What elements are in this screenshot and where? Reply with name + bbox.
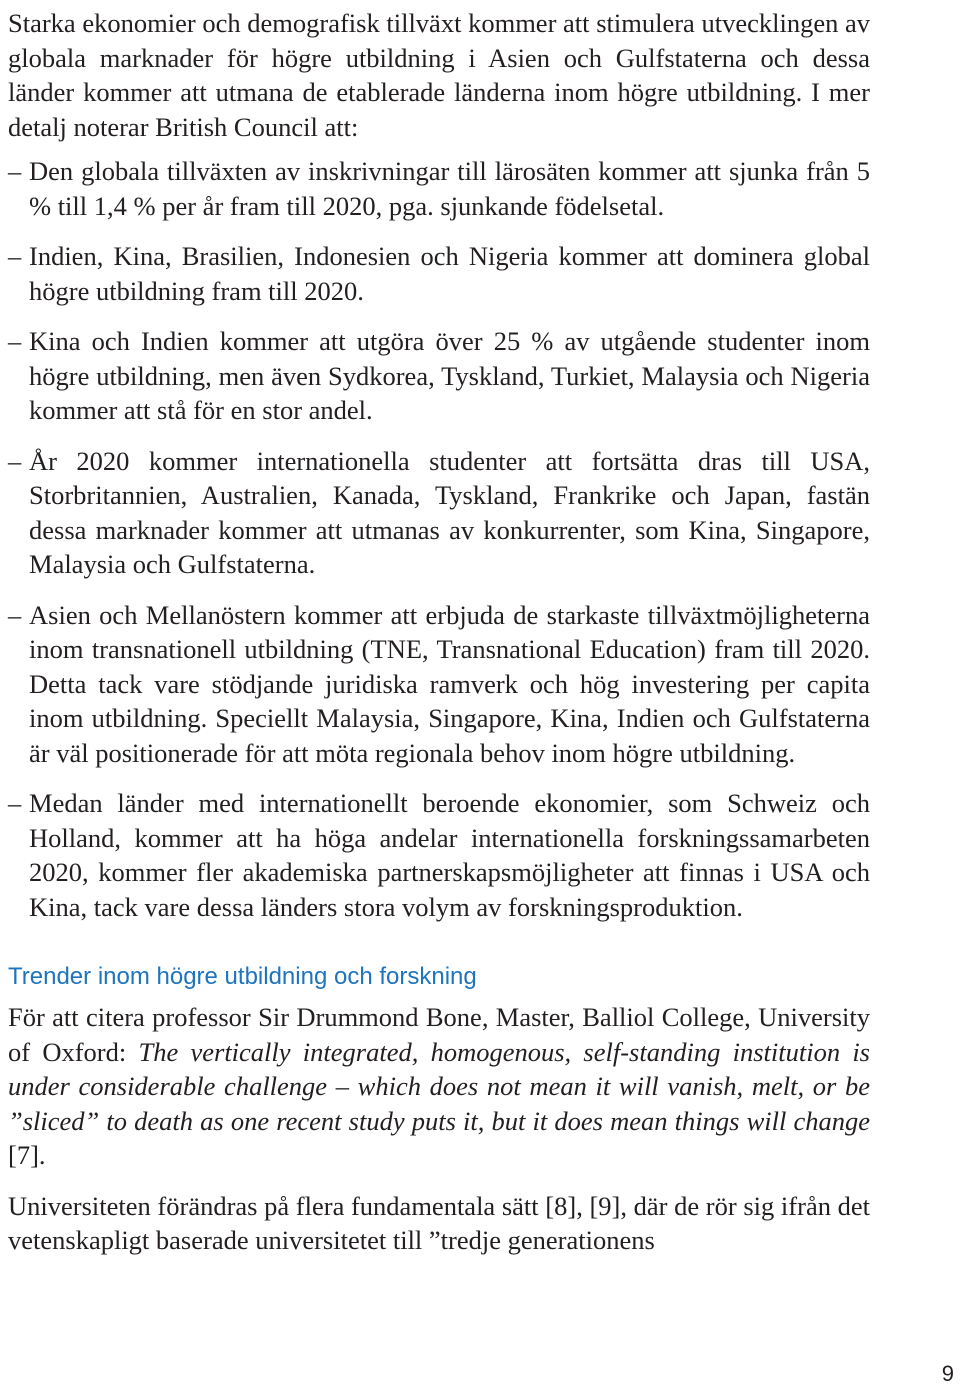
- bullet-text: Asien och Mellanöstern kommer att erbjuda de starkaste tillväxtmöjligheterna inom transnationell utbildning (TNE, Transnational Education) fram till 2020. Detta tack vare stödjande juridiska ramverk och hög investering per capita inom utbildning. Speciellt Malaysia, Singapore, Kina, Indien och Gulfstaterna är väl positionerade för att möta regionala behov inom högre utbildning.: [29, 599, 870, 768]
- bullet-marker: –: [8, 241, 22, 271]
- bullet-item: [8, 239, 870, 308]
- quote-lead: För att citera professor Sir Drummond Bone, Master, Balliol College, University of Oxford:: [8, 1002, 870, 1067]
- bullet-marker: –: [8, 445, 22, 476]
- section-heading: Trender inom högre utbildning och forskning: [8, 963, 477, 990]
- bullet-text: Den globala tillväxten av inskrivningar till lärosäten kommer att sjunka från 5 % till 1,4 % per år fram till 2020, pga. sjunkande födelsetal.: [29, 156, 870, 221]
- bullet-item: [8, 324, 870, 428]
- quote-reference: [7].: [8, 1140, 46, 1170]
- bullet-list: [8, 154, 870, 924]
- bullet-marker: –: [8, 326, 22, 356]
- bullet-text: Medan länder med internationellt beroende ekonomier, som Schweiz och Holland, kommer att ha höga andelar internationella forskningssamarbeten 2020, kommer fler akademiska partnerskapsmöjligheter att finnas i USA och Kina, tack vare dessa länders stora volym av forskningsproduktion.: [29, 788, 870, 922]
- bullet-marker: –: [8, 156, 22, 186]
- document-page: [8, 0, 870, 1258]
- quote-paragraph: [8, 1000, 870, 1173]
- bullet-text: Kina och Indien kommer att utgöra över 25 % av utgående studenter inom högre utbildning, men även Sydkorea, Tyskland, Turkiet, Malaysia och Nigeria kommer att stå för en stor andel.: [29, 326, 870, 425]
- bullet-marker: –: [8, 788, 22, 818]
- intro-paragraph: Starka ekonomier och demografisk tillväxt kommer att stimulera utvecklingen av globala marknader för högre utbildning i Asien och Gulfstaterna och dessa länder kommer att utmana de etablerade länderna inom högre utbildning. I mer detalj noterar British Council att:: [8, 8, 870, 142]
- page-number: 9: [941, 1361, 954, 1386]
- closing-paragraph: Universiteten förändras på flera fundamentala sätt [8], [9], där de rör sig ifrån det vetenskapligt baserade universitetet till ”tredje generationens: [8, 1190, 870, 1255]
- quote-text: The vertically integrated, homogenous, self-standing institution is under considerable challenge – which does not mean it will vanish, melt, or be ”sliced” to death as one recent study puts it, but it does mean things will change: [8, 1036, 870, 1136]
- bullet-item: [8, 786, 870, 924]
- bullet-text: Indien, Kina, Brasilien, Indonesien och Nigeria kommer att dominera global högre utbildning fram till 2020.: [29, 241, 870, 306]
- bullet-item: [8, 444, 870, 582]
- bullet-marker: –: [8, 599, 22, 630]
- bullet-text: År 2020 kommer internationella studenter att fortsätta dras till USA, Storbritannien, Australien, Kanada, Tyskland, Frankrike och Japan, fastän dessa marknader kommer att utmanas av konkurrenter, som Kina, Singapore, Malaysia och Gulfstaterna.: [29, 445, 870, 579]
- bullet-item: [8, 154, 870, 223]
- bullet-item: [8, 598, 870, 771]
